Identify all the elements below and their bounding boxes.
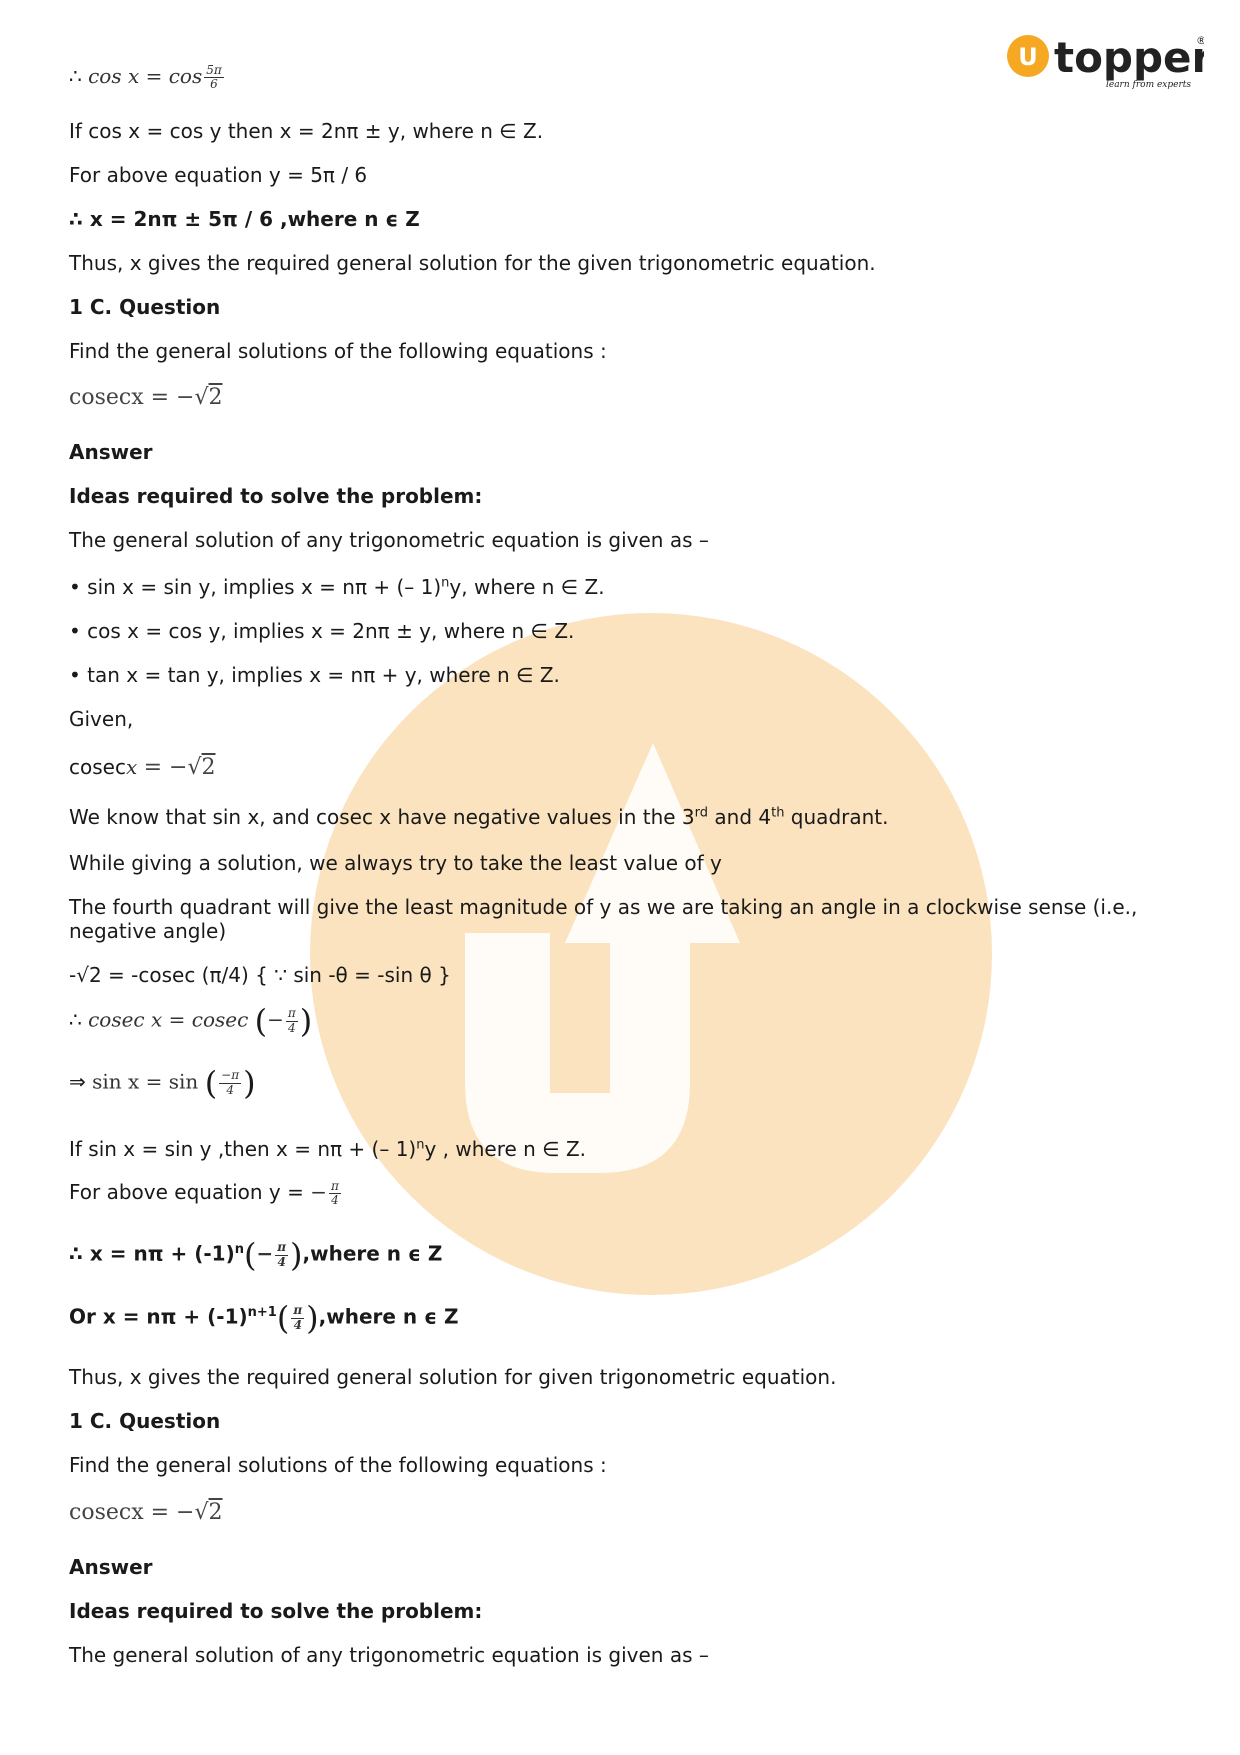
cosec-equation: ∴ cosec x = cosec (− $\frac{\pi}{4}$ )	[69, 1002, 313, 1040]
above-equation-1: For above equation y = 5π / 6	[69, 163, 368, 187]
negative-quadrants: We know that sin x, and cosec x have negative values in the 3rd and 4th quadrant.	[69, 805, 889, 829]
equation-cosec-1: cosecx = −√2	[69, 385, 223, 410]
general-1: The general solution of any trigonometric equation is given as –	[69, 528, 709, 552]
registered-mark: ®	[1196, 34, 1204, 47]
bullet-sin: • sin x = sin y, implies x = nπ + (– 1)$^n$y, where n ∈ Z.	[69, 575, 605, 599]
rule-sin: If sin x = sin y ,then x = nπ + (– 1)$^n$y , where n ∈ Z.	[69, 1137, 587, 1161]
given-label: Given,	[69, 707, 134, 731]
least-value: While giving a solution, we always try to take the least value of y	[69, 851, 722, 875]
answer-1: Answer	[69, 440, 153, 464]
watermark-logo	[310, 613, 992, 1295]
logo-text: topper	[1054, 33, 1204, 82]
find-2: Find the general solutions of the following equations :	[69, 1453, 607, 1477]
find-1: Find the general solutions of the following equations :	[69, 339, 607, 363]
brand-logo	[1006, 30, 1204, 92]
above-equation-2: For above equation y = − $\frac{\pi}{4}$	[69, 1179, 339, 1208]
rule-cos: If cos x = cos y then x = 2nπ ± y, where n ∈ Z.	[69, 119, 544, 143]
ideas-1: Ideas required to solve the problem:	[69, 484, 483, 508]
thus-2: Thus, x gives the required general solution for given trigonometric equation.	[69, 1365, 837, 1389]
fourth-quadrant: The fourth quadrant will give the least magnitude of y as we are taking an angle in a clockwise sense (i.e., negative angle)	[69, 895, 1138, 943]
general-2: The general solution of any trigonometric equation is given as –	[69, 1643, 709, 1667]
logo-tagline: learn from experts	[1105, 80, 1191, 90]
thus-1: Thus, x gives the required general solution for the given trigonometric equation.	[69, 251, 876, 275]
question-heading-1: 1 C. Question	[69, 295, 221, 319]
logo-letter: U	[1018, 43, 1038, 71]
ideas-2: Ideas required to solve the problem:	[69, 1599, 483, 1623]
result-2: ∴ $x = n\pi + (-1)^n(-$ $\frac{\pi}{4}$ ),where n ϵ Z	[69, 1236, 443, 1274]
neg-root-identity: -√2 = -cosec (π/4) { ∵ sin -θ = -sin θ }	[69, 963, 451, 987]
equation-cosec-2: cosecx = −√2	[69, 1500, 223, 1525]
result-3: Or $x = n\pi + (-1)^{n+1}$( $\frac{\pi}{4}$ ),where n ϵ Z	[69, 1299, 459, 1337]
given-equation: cosecx = −√2	[69, 755, 216, 780]
bullet-tan: • tan x = tan y, implies x = nπ + y, where n ∈ Z.	[69, 663, 560, 687]
question-heading-2: 1 C. Question	[69, 1409, 221, 1433]
sin-equation: ⇒ sin x = sin ( $\frac{-\pi}{4}$ )	[69, 1064, 256, 1102]
result-1: ∴ x = 2nπ ± 5π / 6 ,where n ϵ Z	[69, 207, 420, 231]
answer-2: Answer	[69, 1555, 153, 1579]
bullet-cos: • cos x = cos y, implies x = 2nπ ± y, where n ∈ Z.	[69, 619, 575, 643]
cos-equation: ∴ cos x = cos $\frac{5\pi}{6}$	[69, 63, 222, 92]
